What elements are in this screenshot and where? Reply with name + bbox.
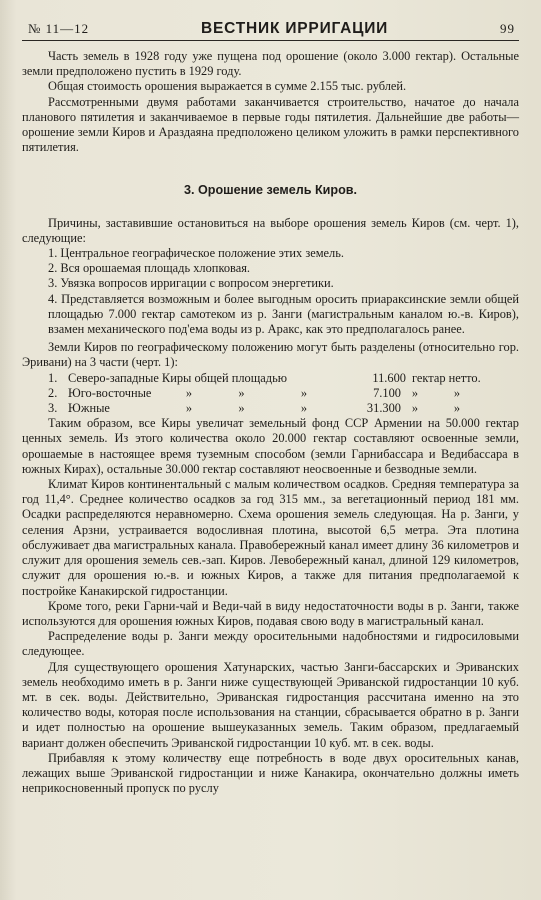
area-value: 31.300 <box>366 401 401 416</box>
ditto-mark: » <box>185 401 193 416</box>
list-item: 2. Вся орошаемая площадь хлопковая. <box>48 261 251 276</box>
paragraph: Часть земель в 1928 году уже пущена под орошение (около 3.000 гектар). Остальные земли предположено пустить в 1929 году. <box>22 49 519 79</box>
land-division-row <box>22 401 519 416</box>
ditto-mark: » <box>185 385 193 400</box>
region-name: Южные <box>68 401 110 416</box>
article-text <box>22 49 519 796</box>
row-number: 2. <box>48 385 58 400</box>
ditto-mark: » <box>238 401 245 416</box>
paragraph: Распределение воды р. Занги между оросительными надобностями и гидросиловыми следующее. <box>22 629 519 659</box>
paragraph: Общая стоимость орошения выражается в сумме 2.155 тыс. рублей. <box>48 79 407 94</box>
area-value: 11.600 <box>372 370 406 385</box>
ditto-mark: » <box>300 385 308 400</box>
ditto-mark: » <box>411 401 419 416</box>
ditto-mark: » <box>300 401 308 416</box>
paragraph: Климат Киров континентальный с малым количеством осадков. Средняя температура за год 11,4°. Среднее количество осадков за год 315 мм., за вегетационный период 181 мм. Осадки распределяются неравномерно. Схема орошения земель следующая. На р. Занги, у селения Арзни, устраивается водосливная плотина, высотой 6,5 метра. Эта плотина обслуживает два магистральных канала. Правобережный канал имеет длину 36 километров и служит для орошения земель сев.-зап. Киров. Левобережный канал, длиной 129 километров, служит для орошения ю.-в. и южных Киров, а также для питания предполагаемой к постройке Канакирской гидростанции. <box>22 477 519 598</box>
page-header <box>22 20 519 41</box>
issue-number: № 11—12 <box>28 21 90 36</box>
row-number: 1. <box>48 370 58 385</box>
ditto-mark: » <box>453 401 461 416</box>
ditto-mark: » <box>453 385 461 400</box>
area-value: 7.100 <box>373 385 401 400</box>
paragraph: Земли Киров по географическому положению могут быть разделены (относительно гор. Эривани) на 3 части (черт. 1): <box>22 340 519 370</box>
region-name: Северо-западные Киры общей площадью <box>68 370 287 385</box>
ditto-mark: » <box>238 385 245 400</box>
list-item: 3. Увязка вопросов ирригации с вопросом энергетики. <box>48 276 334 291</box>
paragraph: Рассмотренными двумя работами заканчивается строительство, начатое до начала планового пятилетия и заканчиваемое в первые годы пятилетия. Дальнейшие две работы—орошение земли Киров и Араздаяна предположено целиком уложить в рамки перспективного пятилетия. <box>22 94 519 155</box>
land-division-row <box>22 371 519 386</box>
paragraph: Прибавляя к этому количеству еще потребность в воде двух оросительных канав, лежащих выше Эриванской гидростанции и ниже Канакира, окончательно должны иметь неприкосновенный пропуск по руслу <box>22 750 519 796</box>
paragraph: Таким образом, все Киры увеличат земельный фонд ССР Армении на 50.000 гектар ценных земель. Из этого количества около 20.000 гектар составляют освоенные земли, орошаемые в настоящее время туземным способом (земли Гарнибассара и Ведибассара в южных Кирах), остальные 30.000 гектар составляют неосвоенные и безводные земли. <box>22 416 519 476</box>
paragraph: Кроме того, реки Гарни-чай и Веди-чай в виду недостаточности воды в р. Занги, также используются для орошения южных Киров, подавая свою воду в магистральный канал. <box>22 598 519 628</box>
area-unit: гектар нетто. <box>412 370 481 385</box>
list-item: 4. Представляется возможным и более выгодным оросить приараксинские земли общей площадью 7.000 гектар самотеком из р. Занги (магистральным каналом ю.-в. Киров), взамен механического под'ема воды из р. Аракс, как это предполагалось ранее. <box>48 291 519 337</box>
region-name: Юго-восточные <box>68 385 152 400</box>
page-number: 99 <box>500 21 515 36</box>
list-item: 1. Центральное географическое положение этих земель. <box>48 246 344 261</box>
ditto-mark: » <box>411 385 419 400</box>
paragraph: Для существующего орошения Хатунарских, частью Занги-бассарских и Эриванских земель необходимо иметь в р. Занги ниже существующей Эриванской гидростанции 10 куб. мт. в сек. воды. Действительно, Эриванская гидростанция рассчитана именно на это количество воды, которая после использования на станции, сбрасывается обратно в р. Занги и идет полностью на орошение вышеуказанных земель. Таким образом, предлагаемый вариант должен обеспечить Эриванской гидростанции 10 куб. мт. в сек. воды. <box>22 659 519 750</box>
paragraph: Причины, заставившие остановиться на выборе орошения земель Киров (см. черт. 1), следующие: <box>22 215 519 245</box>
land-division-row <box>22 386 519 401</box>
section-heading: 3. Орошение земель Киров. <box>183 183 358 198</box>
row-number: 3. <box>48 401 58 416</box>
journal-title: ВЕСТНИК ИРРИГАЦИИ <box>201 20 389 37</box>
